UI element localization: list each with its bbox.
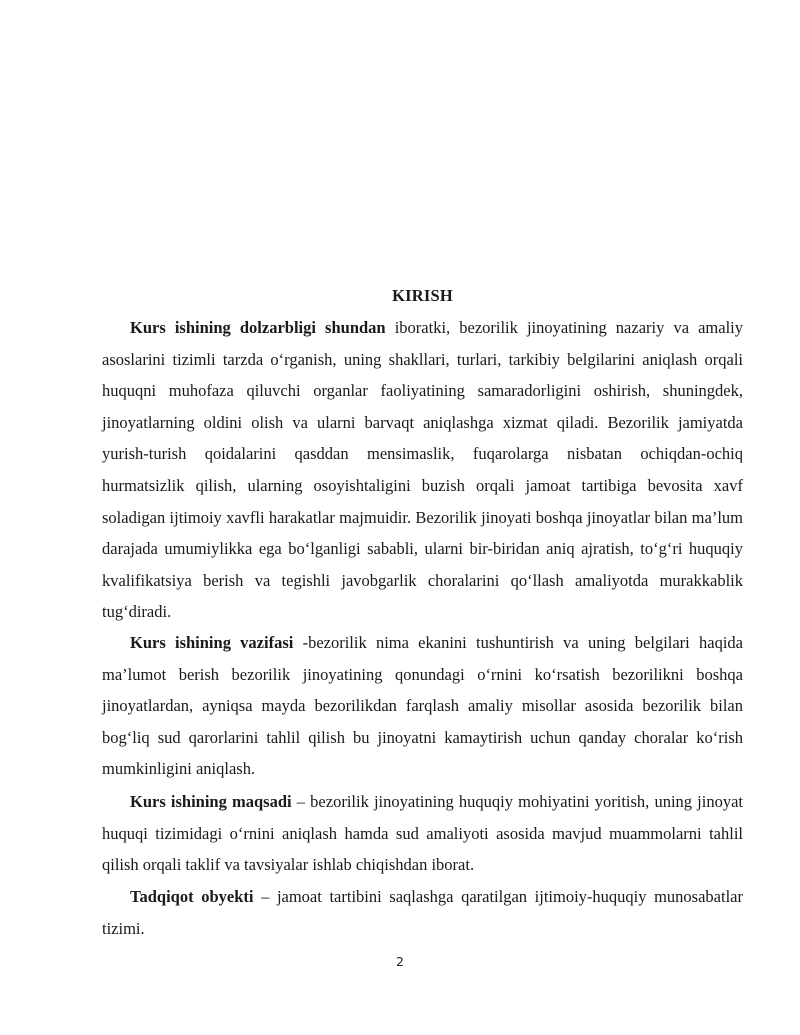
paragraph-lead: Tadqiqot obyekti: [130, 887, 254, 906]
paragraph-lead: Kurs ishining dolzarbligi shundan: [130, 318, 386, 337]
paragraph-object: [102, 881, 743, 944]
paragraph-goal: [102, 786, 743, 881]
paragraph-text: iboratki, bezorilik jinoyatining nazariy va amaliy asoslarini tizimli tarzda o‘rganish, uning shakllari, turlari, tarkibiy belgilarini aniqlash orqali huquqni muhofaza qiluvchi organlar faoliyatining samaradorligini oshirish, shuningdek, jinoyatlarning oldini olish va ularni barvaqt aniqlashga xizmat qiladi. Bezorilik jamiyatda yurish-turish qoidalarini qasddan mensimaslik, fuqarolarga nisbatan ochiqdan-ochiq hurmatsizlik qilish, ularning osoyishtaligini buzish orqali jamoat tartibiga bevosita xavf soladigan ijtimoiy xavfli harakatlar majmuidir. Bezorilik jinoyati boshqa jinoyatlar bilan ma’lum darajada umumiylikka ega bo‘lganligi sababli, ularni bir-biridan aniq ajratish, to‘g‘ri huquqiy kvalifikatsiya berish va tegishli javobgarlik choralarini qo‘llash amaliyotda murakkablik tug‘diradi.: [102, 318, 744, 622]
page-number: 2: [396, 954, 404, 969]
section-heading: KIRISH: [392, 286, 453, 305]
paragraph-text: – bezorilik jinoyatining huquqiy mohiyatini yoritish, uning jinoyat huquqi tizimidagi o‘rnini aniqlash hamda sud amaliyoti asosida mavjud muammolarni tahlil qilish orqali taklif va tavsiyalar ishlab chiqishdan iborat.: [102, 792, 744, 875]
paragraph-text: – jamoat tartibini saqlashga qaratilgan ijtimoiy-huquqiy munosabatlar tizimi.: [102, 887, 743, 938]
paragraph-text: -bezorilik nima ekanini tushuntirish va uning belgilari haqida ma’lumot berish bezorilik jinoyatining qonundagi o‘rnini ko‘rsatish bezorilikni boshqa jinoyatlardan, ayniqsa mayda bezorilikdan farqlash amaliy misollar asosida bezorilik bilan bog‘liq sud qarorlarini tahlil qilish bu jinoyatni kamaytirish uchun qanday choralar ko‘rish mumkinligini aniqlash.: [102, 633, 743, 779]
paragraph-task: [102, 627, 743, 785]
paragraph-relevance: [102, 312, 743, 628]
paragraph-lead: Kurs ishining vazifasi: [130, 633, 294, 652]
paragraph-lead: Kurs ishining maqsadi: [130, 792, 292, 811]
